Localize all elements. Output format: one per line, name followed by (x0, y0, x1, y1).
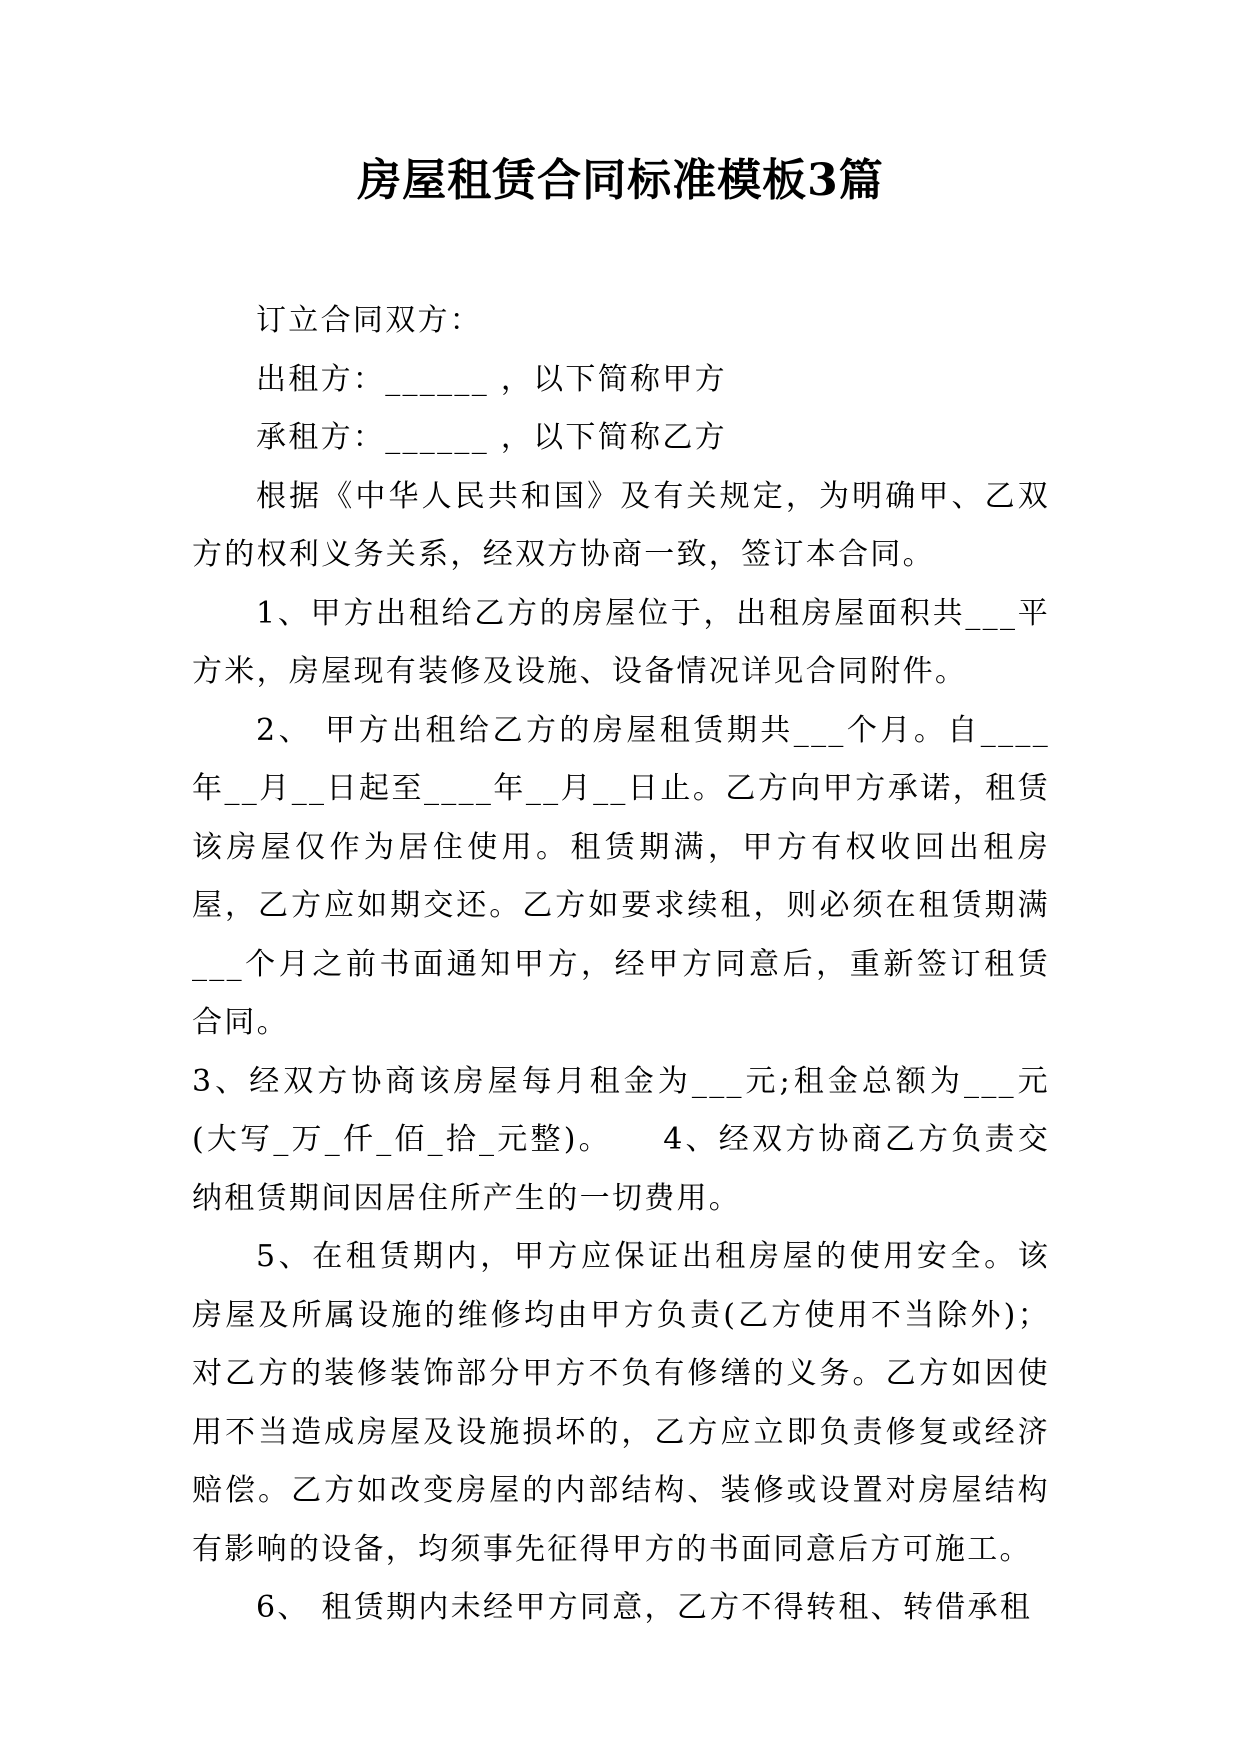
paragraph-clause-5: 5、在租赁期内，甲方应保证出租房屋的使用安全。该房屋及所属设施的维修均由甲方负责(乙方使用不当除外)；对乙方的装修装饰部分甲方不负有修缮的义务。乙方如因使用不当造成房屋及设施损坏的，乙方应立即负责修复或经济赔偿。乙方如改变房屋的内部结构、装修或设置对房屋结构有影响的设备，均须事先征得甲方的书面同意后方可施工。 (192, 1239, 1050, 1567)
paragraph-parties-heading: 订立合同双方： (256, 303, 483, 338)
paragraph-preamble: 根据《中华人民共和国》及有关规定，为明确甲、乙双方的权利义务关系，经双方协商一致，签订本合同。 (192, 478, 1050, 572)
document-title: 房屋租赁合同标准模板3篇 (357, 155, 884, 206)
paragraph-clause-1: 1、甲方出租给乙方的房屋位于，出租房屋面积共___平方米，房屋现有装修及设施、设备情况详见合同附件。 (192, 595, 1050, 689)
paragraph-lessor: 出租方：______ ，以下简称甲方 (256, 361, 727, 397)
paragraph-lessee: 承租方：______ ，以下简称乙方 (256, 420, 727, 455)
paragraph-clause-3-4: 3、经双方协商该房屋每月租金为___元;租金总额为___元(大写_万_仟_佰_拾_元整)。 4、经双方协商乙方负责交纳租赁期间因居住所产生的一切费用。 (192, 1063, 1050, 1216)
paragraph-clause-6: 6、 租赁期内未经甲方同意，乙方不得转租、转借承租 (256, 1590, 1033, 1625)
paragraph-clause-2: 2、 甲方出租给乙方的房屋租赁期共___个月。自____年__月__日起至____年__月__日止。乙方向甲方承诺，租赁该房屋仅作为居住使用。租赁期满，甲方有权收回出租房屋，乙方应如期交还。乙方如要求续租，则必须在租赁期满___个月之前书面通知甲方，经甲方同意后，重新签订租赁合同。 (192, 712, 1050, 1040)
document-body (192, 292, 1050, 1638)
